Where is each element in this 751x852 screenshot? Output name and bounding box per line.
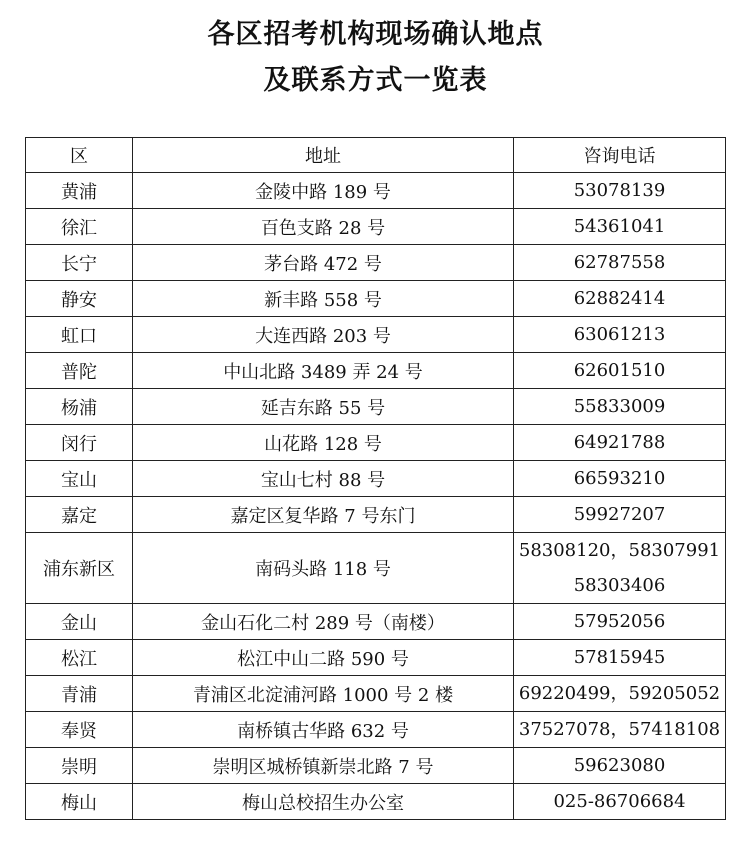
- column-header-district: 区: [26, 138, 133, 173]
- district-cell: 奉贤: [26, 712, 133, 748]
- phone-number: 37527078，57418108: [518, 719, 721, 741]
- district-cell: 徐汇: [26, 209, 133, 245]
- table-row: [26, 281, 726, 317]
- table-row: [26, 604, 726, 640]
- column-header-address: 地址: [133, 138, 514, 173]
- phone-cell: [514, 353, 726, 389]
- address-cell: 嘉定区复华路 7 号东门: [133, 497, 514, 533]
- table-header-row: [26, 138, 726, 173]
- district-cell: 虹口: [26, 317, 133, 353]
- address-cell: 青浦区北淀浦河路 1000 号 2 楼: [133, 676, 514, 712]
- phone-cell: [514, 640, 726, 676]
- district-cell: 黄浦: [26, 173, 133, 209]
- district-cell: 青浦: [26, 676, 133, 712]
- phone-cell: [514, 461, 726, 497]
- phone-cell: [514, 604, 726, 640]
- district-cell: 浦东新区: [26, 533, 133, 604]
- table-row: [26, 209, 726, 245]
- address-cell: 金山石化二村 289 号（南楼）: [133, 604, 514, 640]
- address-cell: 梅山总校招生办公室: [133, 784, 514, 820]
- table-body: [26, 173, 726, 820]
- phone-cell: [514, 173, 726, 209]
- phone-number: 59623080: [573, 755, 666, 777]
- phone-cell: [514, 245, 726, 281]
- table-row: [26, 533, 726, 604]
- phone-number: 62882414: [573, 288, 666, 310]
- district-cell: 杨浦: [26, 389, 133, 425]
- district-cell: 宝山: [26, 461, 133, 497]
- address-cell: 新丰路 558 号: [133, 281, 514, 317]
- phone-number: 62601510: [573, 360, 666, 382]
- phone-cell: [514, 389, 726, 425]
- address-cell: 金陵中路 189 号: [133, 173, 514, 209]
- district-cell: 普陀: [26, 353, 133, 389]
- district-cell: 松江: [26, 640, 133, 676]
- phone-cell: [514, 425, 726, 461]
- table-row: [26, 389, 726, 425]
- address-cell: 山花路 128 号: [133, 425, 514, 461]
- table-row: [26, 712, 726, 748]
- phone-cell: [514, 784, 726, 820]
- phone-number: 64921788: [573, 432, 666, 454]
- address-cell: 百色支路 28 号: [133, 209, 514, 245]
- phone-cell: [514, 748, 726, 784]
- phone-cell: [514, 533, 726, 604]
- district-cell: 长宁: [26, 245, 133, 281]
- phone-cell: [514, 281, 726, 317]
- phone-cell: [514, 209, 726, 245]
- table-row: [26, 640, 726, 676]
- contact-table: [25, 137, 726, 820]
- phone-cell: [514, 497, 726, 533]
- table-row: [26, 245, 726, 281]
- phone-number: 58303406: [573, 575, 666, 597]
- district-cell: 闵行: [26, 425, 133, 461]
- address-cell: 南桥镇古华路 632 号: [133, 712, 514, 748]
- table-row: [26, 425, 726, 461]
- phone-number: 63061213: [573, 324, 666, 346]
- phone-number: 025-86706684: [553, 791, 686, 813]
- table-row: [26, 748, 726, 784]
- phone-number: 55833009: [573, 396, 666, 418]
- table-row: [26, 317, 726, 353]
- address-cell: 延吉东路 55 号: [133, 389, 514, 425]
- phone-cell: [514, 676, 726, 712]
- district-cell: 金山: [26, 604, 133, 640]
- district-cell: 静安: [26, 281, 133, 317]
- column-header-phone: 咨询电话: [514, 138, 726, 173]
- district-cell: 崇明: [26, 748, 133, 784]
- address-cell: 茅台路 472 号: [133, 245, 514, 281]
- phone-number: 57952056: [573, 611, 666, 633]
- phone-number: 62787558: [573, 252, 666, 274]
- address-cell: 宝山七村 88 号: [133, 461, 514, 497]
- district-cell: 梅山: [26, 784, 133, 820]
- table-row: [26, 676, 726, 712]
- table-row: [26, 173, 726, 209]
- address-cell: 中山北路 3489 弄 24 号: [133, 353, 514, 389]
- document-title-line-2: 及联系方式一览表: [263, 65, 488, 96]
- phone-number: 66593210: [573, 468, 666, 490]
- address-cell: 松江中山二路 590 号: [133, 640, 514, 676]
- phone-number: 69220499，59205052: [518, 683, 721, 705]
- phone-number: 53078139: [573, 180, 666, 202]
- document-title-line-1: 各区招考机构现场确认地点: [207, 19, 544, 50]
- address-cell: 大连西路 203 号: [133, 317, 514, 353]
- table-row: [26, 461, 726, 497]
- table-row: [26, 784, 726, 820]
- phone-cell: [514, 317, 726, 353]
- phone-number: 59927207: [573, 504, 666, 526]
- district-cell: 嘉定: [26, 497, 133, 533]
- phone-cell: [514, 712, 726, 748]
- address-cell: 崇明区城桥镇新崇北路 7 号: [133, 748, 514, 784]
- phone-number: 54361041: [573, 216, 666, 238]
- address-cell: 南码头路 118 号: [133, 533, 514, 604]
- table-row: [26, 497, 726, 533]
- table-row: [26, 353, 726, 389]
- phone-number: 58308120，58307991: [518, 540, 721, 562]
- phone-number: 57815945: [573, 647, 666, 669]
